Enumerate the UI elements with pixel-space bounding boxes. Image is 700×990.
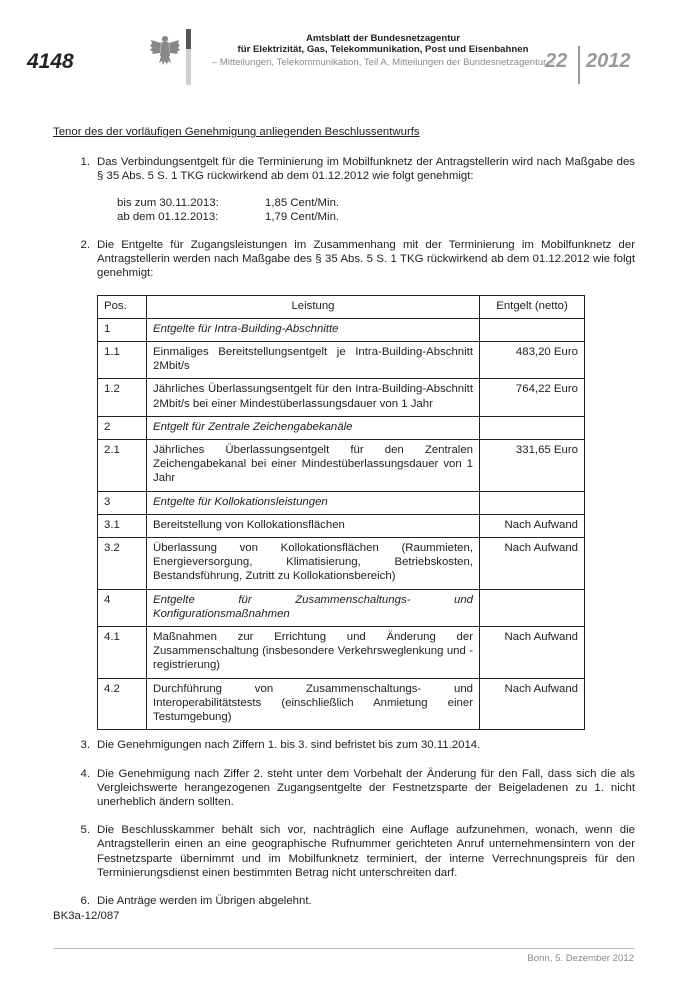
cell-entgelt: [480, 589, 585, 626]
cell-entgelt: Nach Aufwand: [480, 678, 585, 730]
issue-number: 22: [545, 50, 568, 72]
cell-pos: 4.2: [98, 678, 147, 730]
rate-label: bis zum 30.11.2013:: [117, 196, 219, 209]
table-row: [98, 379, 585, 416]
cell-pos: 3.1: [98, 514, 147, 537]
cell-pos: 3: [98, 491, 147, 514]
table-row: [98, 627, 585, 679]
cell-pos: 4: [98, 589, 147, 626]
document-body: [53, 125, 635, 922]
cell-leistung: Jährliches Überlassungsentgelt für den Zentralen Zeichengabekanal bei einer Mindestüberlassungsdauer von 1 Jahr: [147, 440, 480, 492]
item-text: Die Genehmigung nach Ziffer 2. steht unter dem Vorbehalt der Änderung für den Fall, dass sich die als Vergleichswerte herangezogenen Zugangsentgelte der Festnetzsparte der Beigeladenen zu 1. nicht unerheblich ändern sollten.: [97, 767, 635, 808]
cell-entgelt: Nach Aufwand: [480, 514, 585, 537]
cell-leistung: Entgelte für Kollokationsleistungen: [147, 491, 480, 514]
item-number: 5.: [80, 824, 90, 837]
cell-leistung: Entgelte für Intra-Building-Abschnitte: [147, 318, 480, 341]
list-item-5: [53, 823, 635, 880]
cell-entgelt: 331,65 Euro: [480, 440, 585, 492]
page-number: 4148: [27, 50, 74, 73]
cell-leistung: Einmaliges Bereitstellungsentgelt je Intra-Building-Abschnitt 2Mbit/s: [147, 342, 480, 379]
rate-label: ab dem 01.12.2013:: [117, 210, 219, 223]
item-number: 4.: [80, 767, 90, 780]
table-row: [98, 538, 585, 590]
journal-title-line2: für Elektrizität, Gas, Telekommunikation, Post und Eisenbahnen: [237, 44, 529, 55]
list-item-6: [53, 894, 635, 908]
cell-pos: 2.1: [98, 440, 147, 492]
cell-pos: 1.2: [98, 379, 147, 416]
header-bar-accent: [186, 29, 191, 49]
table-row: [98, 514, 585, 537]
cell-entgelt: [480, 416, 585, 439]
cell-pos: 3.2: [98, 538, 147, 590]
list-item-3: [53, 738, 635, 752]
table-row: [98, 678, 585, 730]
item-text: [97, 155, 635, 224]
cell-pos: 1: [98, 318, 147, 341]
column-header-entgelt: Entgelt (netto): [480, 295, 585, 318]
cell-entgelt: 483,20 Euro: [480, 342, 585, 379]
federal-eagle-icon: [149, 32, 181, 68]
journal-title-line1: Amtsblatt der Bundesnetzagentur: [305, 33, 461, 44]
list-item-1: [53, 155, 635, 224]
column-header-pos: Pos.: [98, 295, 147, 318]
rate-value: 1,79 Cent/Min.: [265, 210, 340, 223]
footer-divider: [53, 948, 635, 949]
issue-separator: [578, 46, 580, 84]
table-header-row: [98, 295, 585, 318]
cell-entgelt: Nach Aufwand: [480, 627, 585, 679]
item-paragraph: Das Verbindungsentgelt für die Terminierung im Mobilfunknetz der Antragstellerin wird nach Maßgabe des § 35 Abs. 5 S. 1 TKG rückwirkend ab dem 01.12.2012 wie folgt genehmigt:: [97, 156, 635, 183]
item-number: 2.: [80, 239, 90, 252]
list-item-4: [53, 767, 635, 810]
cell-entgelt: Nach Aufwand: [480, 538, 585, 590]
table-row: [98, 318, 585, 341]
fee-table: [97, 295, 585, 731]
table-row: [98, 491, 585, 514]
journal-subtitle: – Mitteilungen, Telekommunikation, Teil A, Mitteilungen der Bundesnetzagentur –: [211, 57, 555, 68]
cell-leistung: Entgelt für Zentrale Zeichengabekanäle: [147, 416, 480, 439]
journal-title: [195, 33, 571, 55]
column-header-leistung: Leistung: [147, 295, 480, 318]
cell-pos: 2: [98, 416, 147, 439]
cell-leistung: Durchführung von Zusammenschaltungs- und Interoperabilitätstests (einschließlich Anmietung einer Testumgebung): [147, 678, 480, 730]
table-row: [98, 440, 585, 492]
cell-leistung: Jährliches Überlassungsentgelt für den Intra-Building-Abschnitt 2Mbit/s bei einer Mindestüberlassungsdauer von 1 Jahr: [147, 379, 480, 416]
footer-place-date: Bonn, 5. Dezember 2012: [527, 953, 634, 964]
item-number: 6.: [80, 894, 90, 907]
item-text: Die Genehmigungen nach Ziffern 1. bis 3. sind befristet bis zum 30.11.2014.: [97, 739, 481, 752]
item-number: 1.: [80, 156, 90, 169]
list-item-2: [53, 238, 635, 281]
rate-row: [117, 196, 635, 210]
issue-year: 2012: [586, 50, 631, 72]
rate-list: [117, 196, 635, 224]
case-reference: BK3a-12/087: [53, 910, 120, 922]
cell-entgelt: [480, 491, 585, 514]
cell-entgelt: [480, 318, 585, 341]
document-title: Tenor des der vorläufigen Genehmigung anliegenden Beschlussentwurfs: [53, 126, 420, 138]
cell-entgelt: 764,22 Euro: [480, 379, 585, 416]
cell-pos: 1.1: [98, 342, 147, 379]
table-row: [98, 416, 585, 439]
item-text: Die Anträge werden im Übrigen abgelehnt.: [97, 894, 312, 907]
rate-value: 1,85 Cent/Min.: [265, 196, 340, 209]
cell-pos: 4.1: [98, 627, 147, 679]
table-row: [98, 589, 585, 626]
item-text: Die Entgelte für Zugangsleistungen im Zusammenhang mit der Terminierung im Mobilfunknetz der Antragstellerin werden nach Maßgabe des § 35 Abs. 5 S. 1 TKG rückwirkend ab dem 01.12.2012 wie folgt genehmigt:: [97, 239, 635, 280]
rate-row: [117, 210, 635, 224]
table-row: [98, 342, 585, 379]
cell-leistung: Entgelte für Zusammenschaltungs- und Konfigurationsmaßnahmen: [147, 589, 480, 626]
cell-leistung: Maßnahmen zur Errichtung und Änderung der Zusammenschaltung (insbesondere Verkehrsweglenkung und -registrierung): [147, 627, 480, 679]
item-text: Die Beschlusskammer behält sich vor, nachträglich eine Auflage aufzunehmen, wonach, wenn die Antragstellerin einen an eine geographische Rufnummer gerichteten Anruf unternehmensintern von der Festnetzsparte übernimmt und im Mobilfunknetz terminiert, der interne Verrechnungspreis für den Terminierungsdienst einen bestimmten Betrag nicht unterschreiten darf.: [97, 824, 635, 879]
cell-leistung: Überlassung von Kollokationsflächen (Raummieten, Energieversorgung, Klimatisierung, Betriebskosten, Bestandsführung, Zutritt zu Kollokationsbereich): [147, 538, 480, 590]
cell-leistung: Bereitstellung von Kollokationsflächen: [147, 514, 480, 537]
item-number: 3.: [80, 739, 90, 752]
